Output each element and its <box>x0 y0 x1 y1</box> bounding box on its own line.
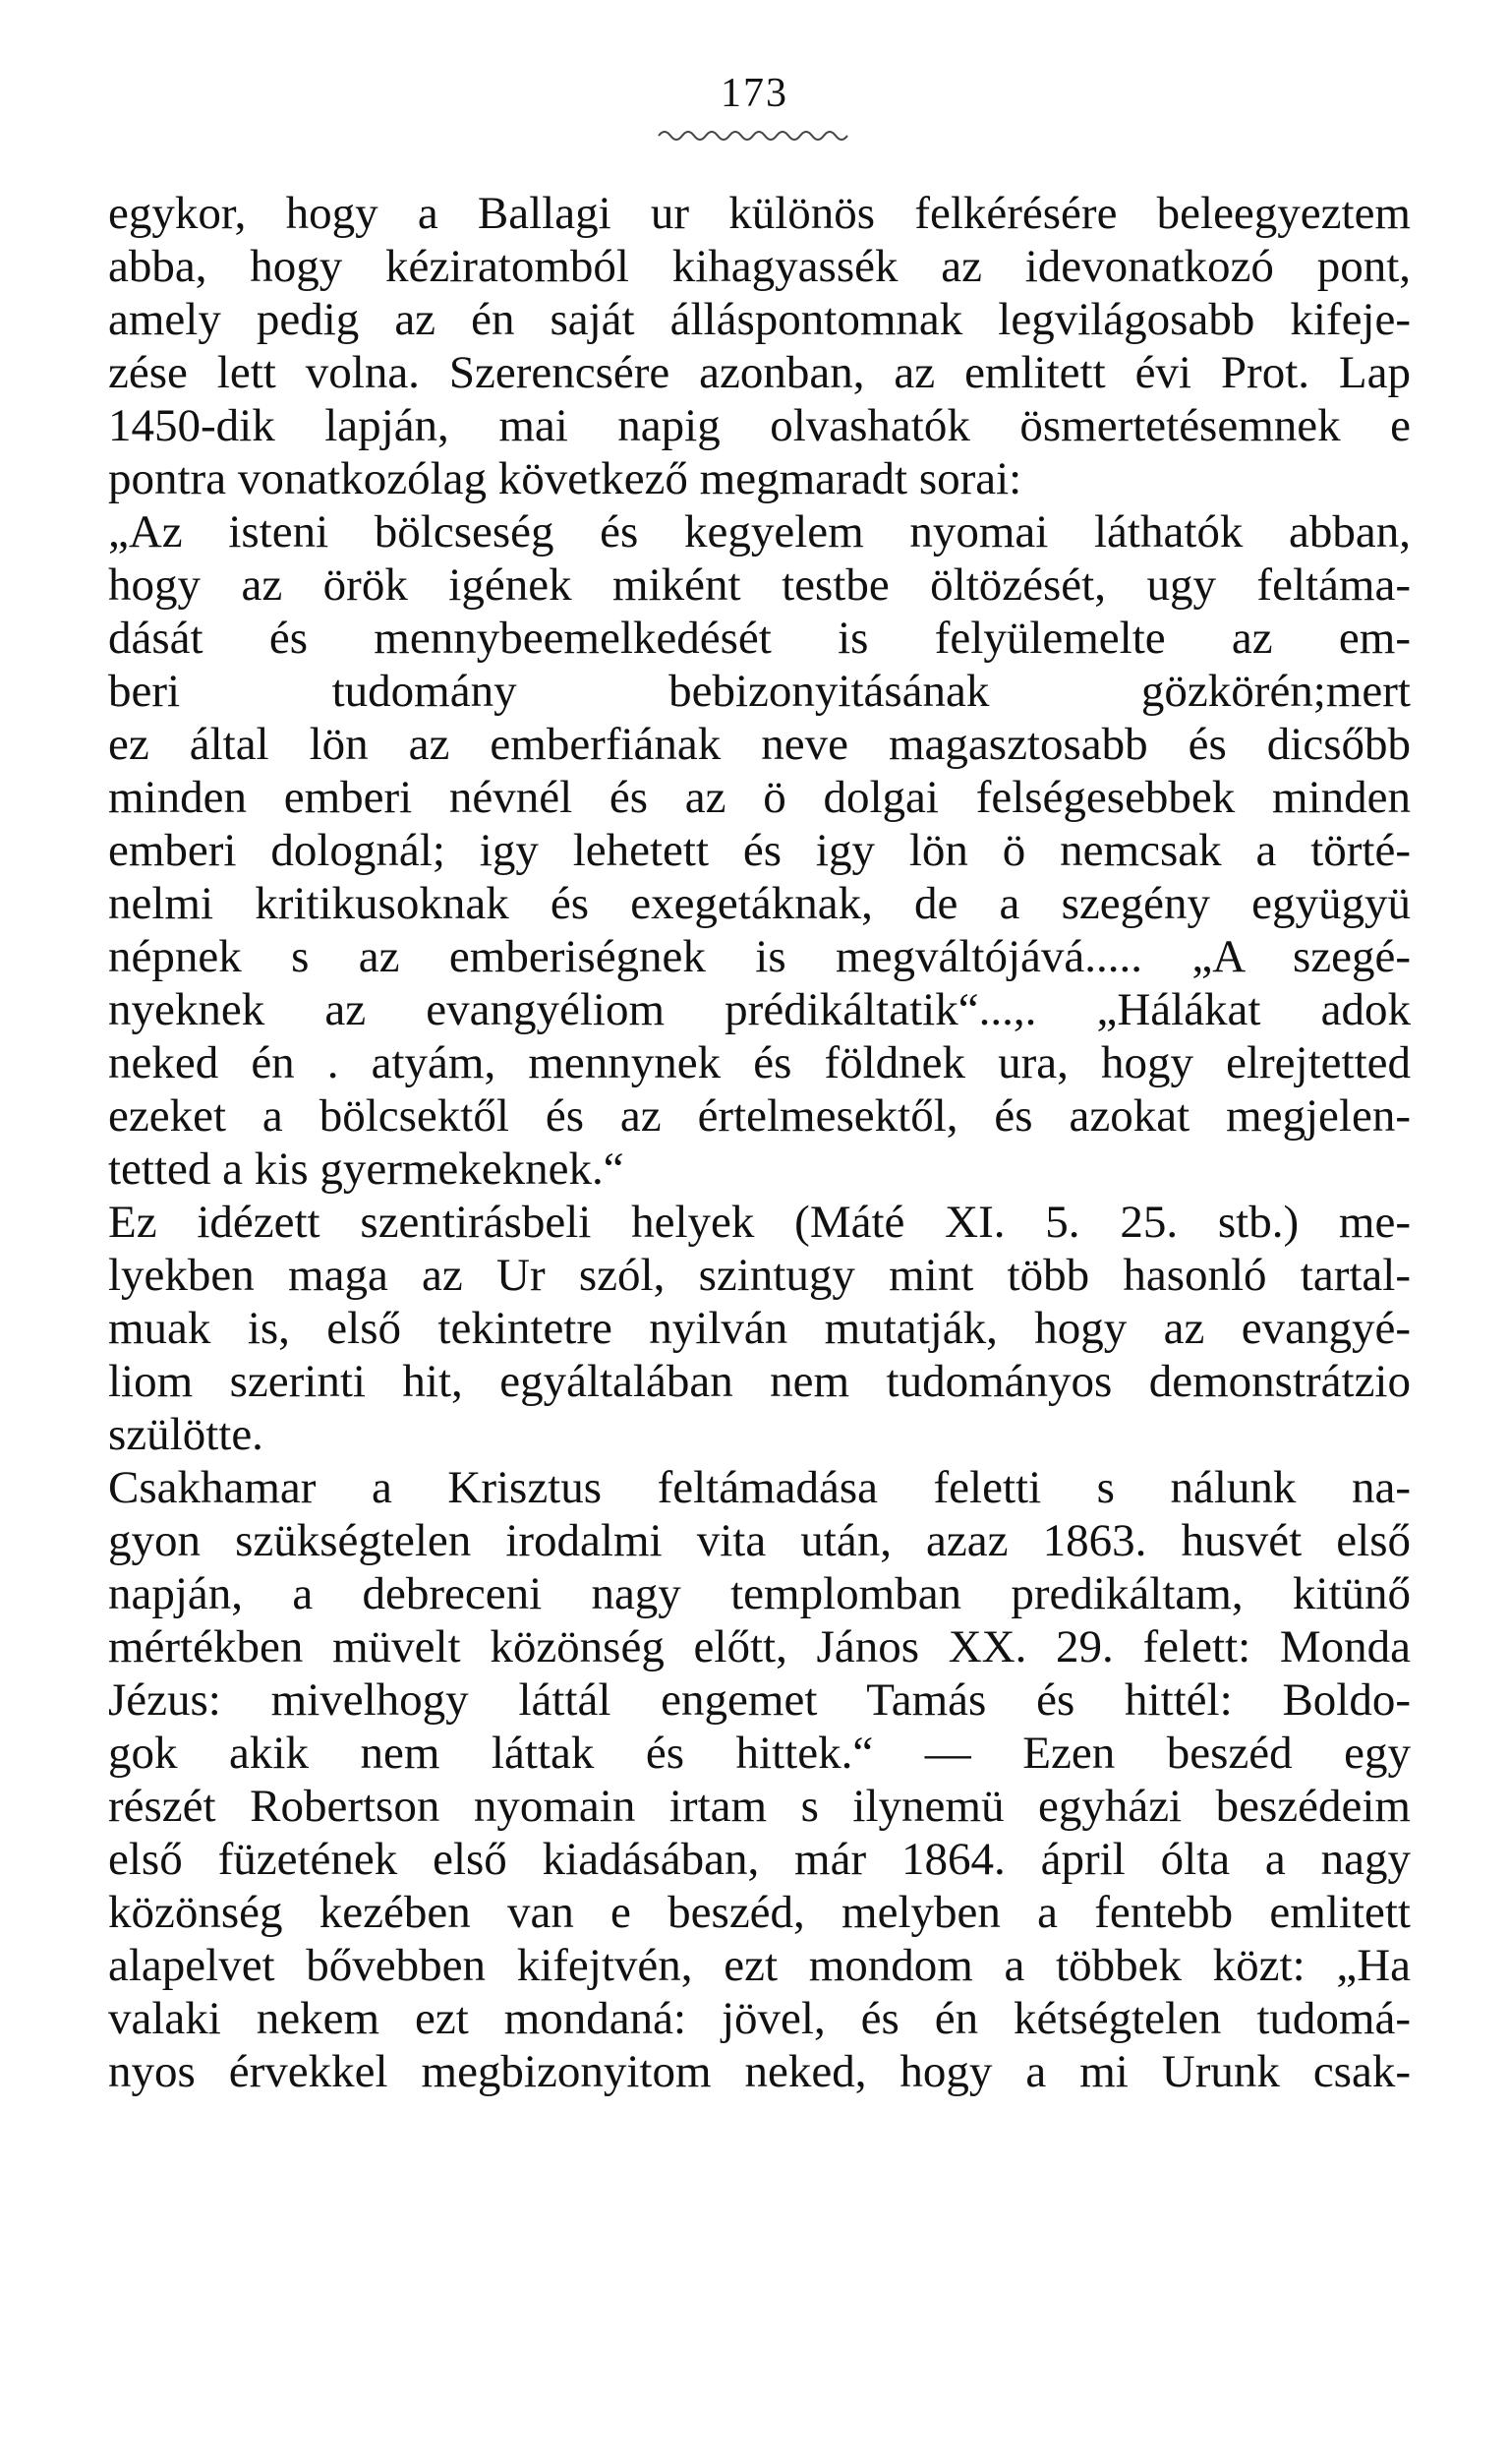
text-line: részét Robertson nyomain irtam s ilynemü egyházi beszédeim <box>108 1781 1411 1832</box>
text-line: első füzetének első kiadásában, már 1864. ápril ólta a nagy <box>108 1834 1411 1885</box>
body-text <box>108 187 1411 2098</box>
text-line: abba, hogy kéziratomból kihagyassék az idevonatkozó pont, <box>108 241 1411 292</box>
text-line: amely pedig az én saját álláspontomnak legvilágosabb kifeje- <box>108 294 1411 345</box>
text-line: hogy az örök igének miként testbe öltözését, ugy feltáma- <box>108 559 1411 611</box>
text-line: egykor, hogy a Ballagi ur különös felkérésére beleegyeztem <box>108 188 1411 239</box>
text-line: Ez idézett szentirásbeli helyek (Máté XI. 5. 25. stb.) me- <box>108 1197 1411 1248</box>
page-number: 173 <box>721 71 788 116</box>
text-line: Jézus: mivelhogy láttál engemet Tamás és hittél: Boldo- <box>108 1674 1411 1726</box>
text-line: napján, a debreceni nagy templomban predikáltam, kitünő <box>108 1568 1411 1619</box>
text-line: muak is, első tekintetre nyilván mutatják, hogy az evangyé- <box>108 1303 1411 1354</box>
text-line: népnek s az emberiségnek is megváltójává..... „A szegé- <box>108 931 1411 982</box>
text-line: valaki nekem ezt mondaná: jövel, és én kétségtelen tudomá- <box>108 1993 1411 2044</box>
text-line: közönség kezében van e beszéd, melyben a fentebb emlitett <box>108 1887 1411 1938</box>
text-line: lyekben maga az Ur szól, szintugy mint több hasonló tartal- <box>108 1250 1411 1301</box>
text-line: nyeknek az evangyéliom prédikáltatik“...,. „Hálákat adok <box>108 984 1411 1035</box>
wavy-ornament-icon <box>657 126 853 144</box>
text-line: emberi dolognál; igy lehetett és igy lön ö nemcsak a törté- <box>108 825 1411 876</box>
text-line: 1450-dik lapján, mai napig olvashatók ösmertetésemnek e <box>108 400 1411 451</box>
text-line: ez által lön az emberfiának neve magasztosabb és dicsőbb <box>108 719 1411 770</box>
text-line: zése lett volna. Szerencsére azonban, az emlitett évi Prot. Lap <box>108 347 1411 398</box>
text-line: alapelvet bővebben kifejtvén, ezt mondom a többek közt: „Ha <box>108 1940 1411 1991</box>
text-line: pontra vonatkozólag következő megmaradt sorai: <box>108 453 1022 504</box>
text-line: ezeket a bölcsektől és az értelmesektől, és azokat megjelen- <box>108 1090 1411 1142</box>
text-line: dását és mennybeemelkedését is felyülemelte az em- <box>108 613 1411 664</box>
text-line: gyon szükségtelen irodalmi vita után, azaz 1863. husvét első <box>108 1515 1411 1566</box>
text-line: nyos érvekkel megbizonyitom neked, hogy a mi Urunk csak- <box>108 2046 1411 2097</box>
text-line: beri tudomány bebizonyitásának gözkörén;mert <box>108 666 1411 717</box>
text-line: tetted a kis gyermekeknek.“ <box>108 1144 624 1195</box>
text-line: minden emberi névnél és az ö dolgai felségesebbek minden <box>108 772 1411 823</box>
text-line: szülötte. <box>108 1409 263 1460</box>
text-line: liom szerinti hit, egyáltalában nem tudományos demonstrátzio <box>108 1356 1411 1407</box>
text-line: mértékben müvelt közönség előtt, János XX. 29. felett: Monda <box>108 1621 1411 1672</box>
text-line: neked én . atyám, mennynek és földnek ura, hogy elrejtetted <box>108 1037 1411 1088</box>
text-line: „Az isteni bölcseség és kegyelem nyomai láthatók abban, <box>108 506 1411 557</box>
text-line: gok akik nem láttak és hittek.“ — Ezen beszéd egy <box>108 1728 1411 1779</box>
text-line: nelmi kritikusoknak és exegetáknak, de a szegény együgyü <box>108 878 1411 929</box>
text-line: Csakhamar a Krisztus feltámadása feletti s nálunk na- <box>108 1462 1411 1513</box>
